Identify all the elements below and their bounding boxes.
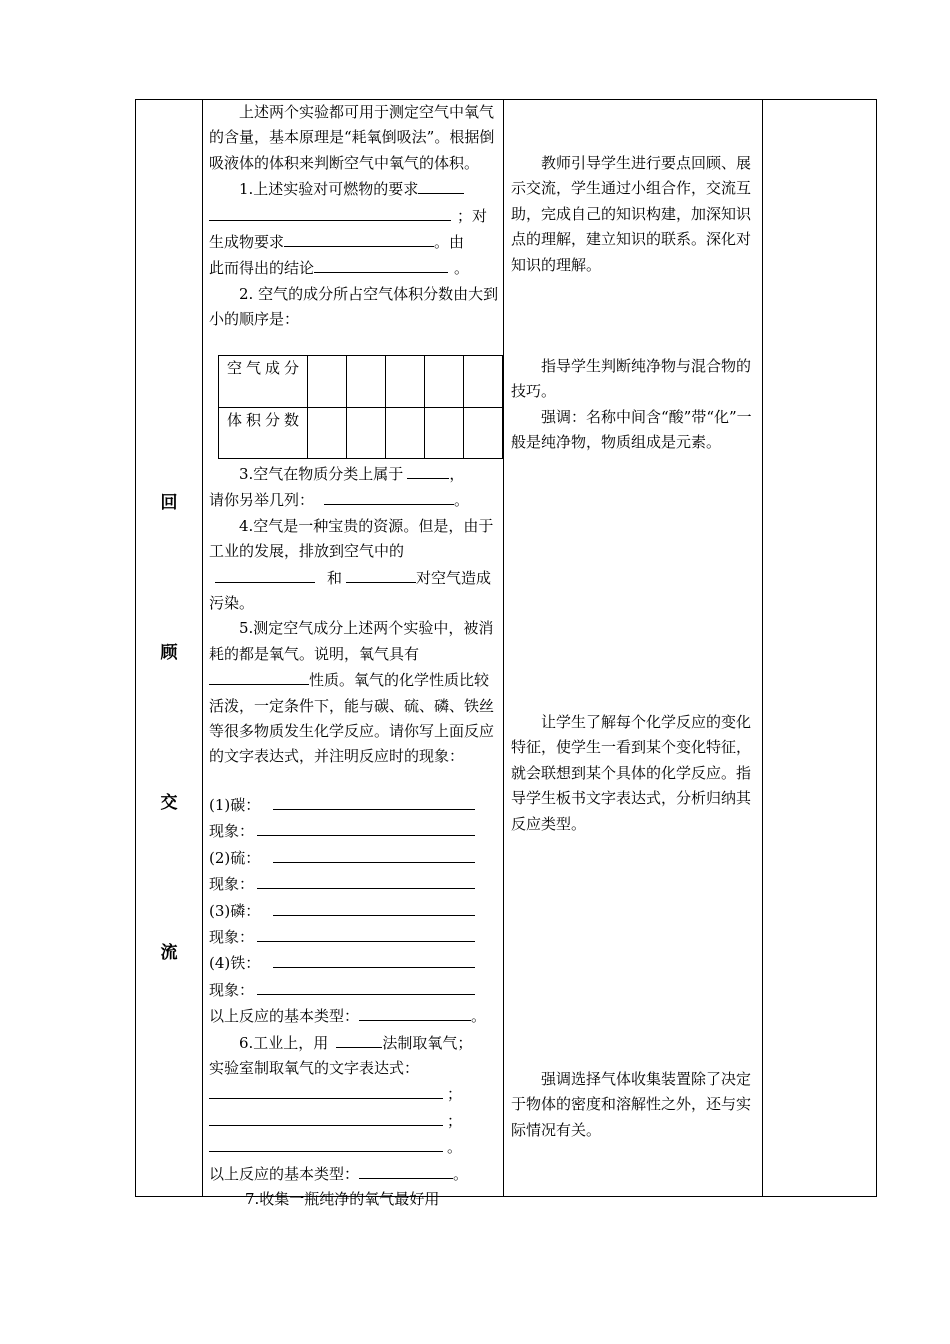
question-4-line: 和 对空气造成污染。 — [209, 565, 499, 617]
answer-line: ； — [209, 1108, 503, 1134]
table-cell — [347, 407, 386, 459]
section-label-column — [136, 100, 202, 1196]
basic-type-line: 以上反应的基本类型： 。 — [209, 1161, 503, 1187]
section-label-char: 流 — [160, 943, 178, 963]
question-1-line: 生成物要求 。由 — [209, 229, 499, 255]
teacher-note — [511, 1067, 751, 1143]
note-text: 指导学生判断纯净物与混合物的技巧。 — [511, 357, 752, 401]
content-column — [209, 100, 503, 1209]
section-label-char: 回 — [160, 493, 178, 513]
question-2: 2. 空气的成分所占空气体积分数由大到小的顺序是： — [209, 284, 499, 329]
reaction-phenomenon: 现象： — [209, 924, 503, 950]
table-header-cell: 空气成分 — [219, 356, 308, 408]
question-1-line: ；对 — [209, 203, 499, 229]
table-cell — [386, 407, 425, 459]
answer-line: ； — [209, 1081, 503, 1107]
question-1-line: 此而得出的结论 。 — [209, 255, 499, 281]
table-cell — [308, 356, 347, 408]
lesson-table — [135, 99, 877, 1209]
reaction-item: (3)磷： — [209, 898, 503, 924]
question-3-line: 请你另举几列： 。 — [209, 487, 499, 513]
question-6: 6.工业上，用 法制取氧气； — [209, 1030, 503, 1056]
question-4: 4.空气是一种宝贵的资源。但是，由于工业的发展，排放到空气中的 — [209, 516, 494, 561]
section-label-char: 顾 — [160, 643, 178, 663]
table-cell — [464, 407, 503, 459]
column-divider — [503, 100, 504, 1196]
reaction-item: (1)碳： — [209, 792, 503, 818]
question-3: 3.空气在物质分类上属于 ， — [209, 461, 499, 487]
intro-text: 上述两个实验都可用于测定空气中氧气的含量，基本原理是“耗氧倒吸法”。根据倒吸液体的体积来判断空气中氧气的体积。 — [209, 103, 495, 172]
teacher-note — [511, 354, 761, 456]
table-cell — [425, 407, 464, 459]
reaction-phenomenon: 现象： — [209, 977, 503, 1003]
air-composition-table — [218, 355, 503, 459]
note-text: 教师引导学生进行要点回顾、展示交流，学生通过小组合作，交流互助，完成自己的知识构建，加深知识点的理解，建立知识的联系。深化对知识的理解。 — [511, 154, 752, 274]
table-cell — [308, 407, 347, 459]
table-header-cell: 体积分数 — [219, 407, 308, 459]
table-cell — [464, 356, 503, 408]
question-1: 1.上述实验对可燃物的要求 — [209, 176, 499, 202]
answer-line: 。 — [209, 1134, 503, 1160]
reaction-item: (2)硫： — [209, 845, 503, 871]
note-text: 强调：名称中间含“酸”带“化”一般是纯净物，物质组成是元素。 — [511, 407, 752, 452]
teacher-note — [511, 151, 761, 278]
table-cell — [347, 356, 386, 408]
teacher-note — [511, 710, 761, 837]
section-label-char: 交 — [160, 793, 178, 813]
reaction-phenomenon: 现象： — [209, 871, 503, 897]
note-text: 让学生了解每个化学反应的变化特征，使学生一看到某个变化特征，就会联想到某个具体的化学反应。指导学生板书文字表达式，分析归纳其反应类型。 — [511, 713, 752, 833]
question-5: 5.测定空气成分上述两个实验中，被消耗的都是氧气。说明，氧气具有 — [209, 619, 494, 663]
reaction-item: (4)铁： — [209, 950, 503, 976]
table-row — [219, 407, 503, 459]
question-5-line: 性质。氧气的化学性质比较活泼，一定条件下，能与碳、硫、磷、铁丝等很多物质发生化学反应。请你写上面反应的文字表达式，并注明反应时的现象： — [209, 667, 499, 770]
question-7: 7.收集一瓶纯净的氧气最好用 — [245, 1190, 440, 1209]
column-divider — [762, 100, 763, 1196]
reaction-phenomenon: 现象： — [209, 818, 503, 844]
column-divider — [202, 100, 203, 1196]
table-row — [219, 356, 503, 408]
table-cell — [425, 356, 464, 408]
note-text: 强调选择气体收集装置除了决定于物体的密度和溶解性之外，还与实际情况有关。 — [511, 1070, 752, 1139]
basic-type-line: 以上反应的基本类型： 。 — [209, 1003, 503, 1029]
table-cell — [386, 356, 425, 408]
question-6-line: 实验室制取氧气的文字表达式： — [209, 1059, 420, 1078]
